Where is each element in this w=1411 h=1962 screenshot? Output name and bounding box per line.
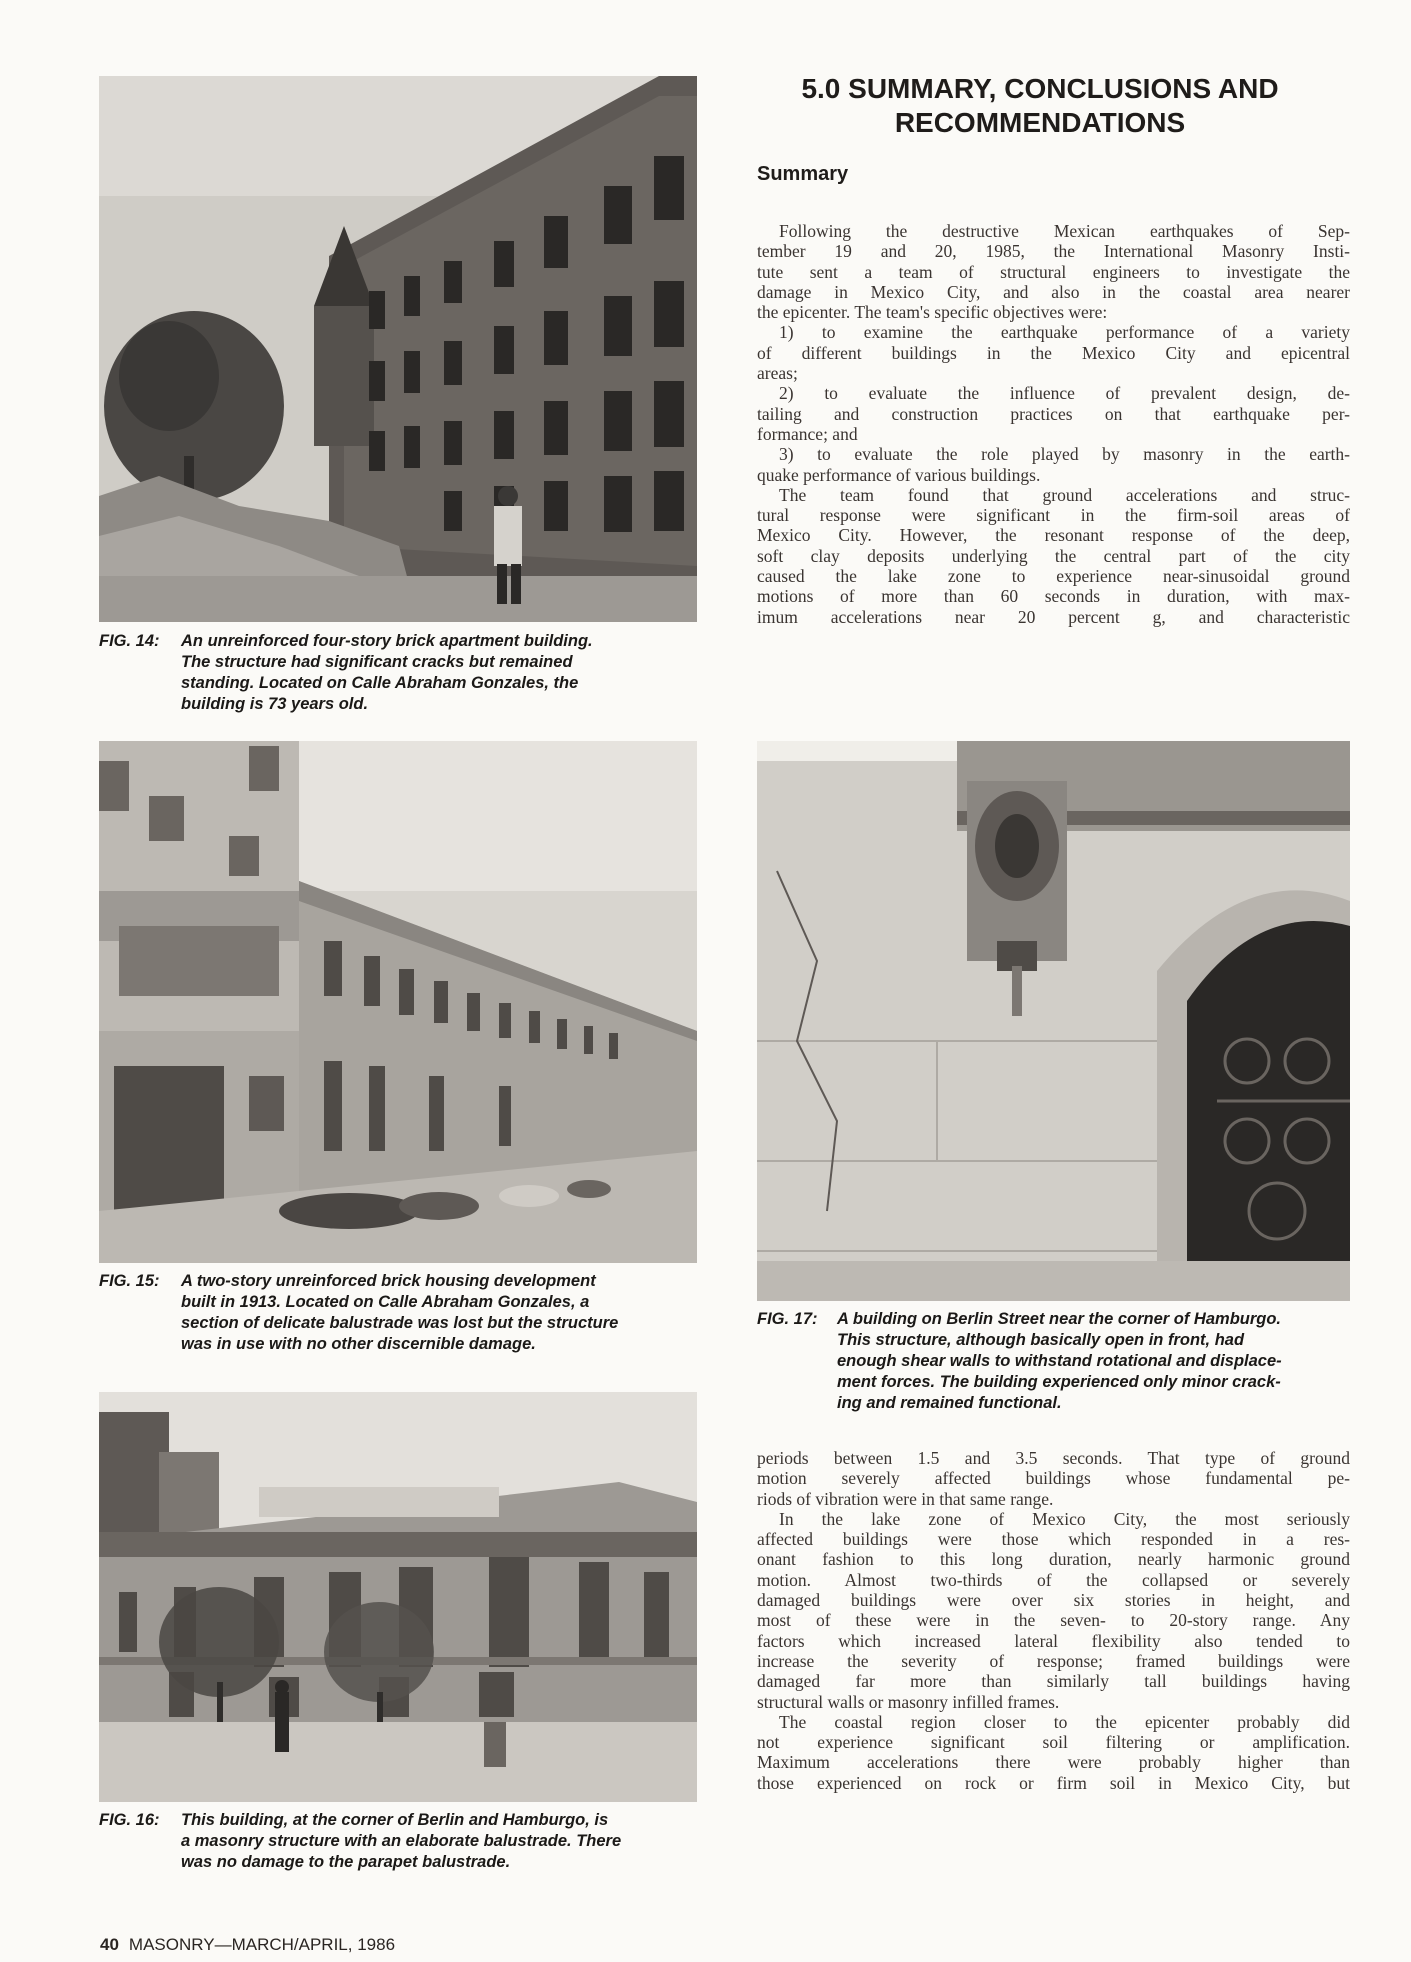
- fig15-line: was in use with no other discernible damage.: [181, 1335, 536, 1353]
- text-line: 3) to evaluate the role played by masonry in the earth-: [779, 444, 1350, 465]
- fig17-photo: [757, 741, 1350, 1301]
- fig14-line: An unreinforced four-story brick apartment building.: [181, 632, 593, 650]
- text-line: tember 19 and 20, 1985, the International Masonry Insti-: [757, 241, 1350, 262]
- text-line: affected buildings were those which responded in a res-: [757, 1529, 1350, 1550]
- fig14-line: building is 73 years old.: [181, 695, 369, 713]
- text-line: factors which increased lateral flexibility also tended to: [757, 1630, 1350, 1651]
- section-heading-line: 5.0 SUMMARY, CONCLUSIONS AND: [801, 73, 1279, 104]
- text-line: areas;: [757, 363, 798, 384]
- section-heading-line: RECOMMENDATIONS: [894, 107, 1186, 138]
- text-line: imum accelerations near 20 percent g, and characteristic: [757, 606, 1350, 627]
- summary-text-top: [757, 221, 1350, 627]
- text-line: In the lake zone of Mexico City, the most seriously: [779, 1508, 1350, 1529]
- text-line: the epicenter. The team's specific objectives were:: [757, 302, 1108, 323]
- text-line: 1) to examine the earthquake performance of a variety: [779, 322, 1350, 343]
- fig16-line: a masonry structure with an elaborate balustrade. There: [181, 1832, 622, 1850]
- fig17-line: This structure, although basically open in front, had: [837, 1331, 1245, 1349]
- text-line: The team found that ground accelerations and struc-: [779, 484, 1350, 505]
- fig15-caption: [99, 1271, 699, 1355]
- text-line: tailing and construction practices on that earthquake per-: [757, 403, 1350, 424]
- text-line: caused the lake zone to experience near-sinusoidal ground: [757, 566, 1350, 587]
- text-line: tural response were significant in the firm-soil areas of: [757, 505, 1350, 526]
- summary-subheading: Summary: [757, 163, 849, 185]
- text-line: damage in Mexico City, and also in the coastal area nearer: [757, 281, 1350, 302]
- text-line: motions of more than 60 seconds in duration, with max-: [757, 586, 1350, 607]
- fig14-caption: [99, 631, 699, 715]
- text-line: formance; and: [757, 423, 858, 444]
- text-line: most of these were in the seven- to 20-story range. Any: [757, 1610, 1350, 1631]
- page-number: 40: [100, 1935, 119, 1954]
- fig15-line: A two-story unreinforced brick housing development: [181, 1272, 596, 1290]
- page-footer: [100, 1935, 395, 1955]
- fig14-line: standing. Located on Calle Abraham Gonzales, the: [181, 674, 579, 692]
- text-line: Mexico City. However, the resonant response of the deep,: [757, 525, 1350, 546]
- text-line: of different buildings in the Mexico City and epicentral: [757, 342, 1350, 363]
- text-line: Maximum accelerations there were probably higher than: [757, 1752, 1350, 1773]
- text-line: soft clay deposits underlying the central part of the city: [757, 545, 1350, 566]
- fig15-line: section of delicate balustrade was lost but the structure: [181, 1314, 619, 1332]
- fig17-line: A building on Berlin Street near the corner of Hamburgo.: [837, 1310, 1282, 1328]
- text-line: motion. Almost two-thirds of the collapsed or severely: [757, 1569, 1350, 1590]
- text-line: those experienced on rock or firm soil in Mexico City, but: [757, 1772, 1350, 1793]
- text-line: damaged buildings were over six stories in height, and: [757, 1590, 1350, 1611]
- fig17-line: enough shear walls to withstand rotational and displace-: [837, 1352, 1282, 1370]
- text-line: 2) to evaluate the influence of prevalent design, de-: [779, 383, 1350, 404]
- text-line: not experience significant soil filtering or amplification.: [757, 1732, 1350, 1753]
- fig14-label: FIG. 14:: [99, 632, 160, 650]
- fig15-line: built in 1913. Located on Calle Abraham Gonzales, a: [181, 1293, 590, 1311]
- fig14-line: The structure had significant cracks but remained: [181, 653, 573, 671]
- fig16-photo: [99, 1392, 697, 1802]
- fig16-caption: [99, 1810, 699, 1873]
- fig17-line: ing and remained functional.: [837, 1394, 1062, 1412]
- fig17-line: ment forces. The building experienced only minor crack-: [837, 1373, 1281, 1391]
- text-line: structural walls or masonry infilled frames.: [757, 1691, 1060, 1712]
- fig15-label: FIG. 15:: [99, 1272, 160, 1290]
- fig16-label: FIG. 16:: [99, 1811, 160, 1829]
- fig16-line: was no damage to the parapet balustrade.: [181, 1853, 511, 1871]
- text-line: periods between 1.5 and 3.5 seconds. That type of ground: [757, 1448, 1350, 1468]
- fig15-photo: [99, 741, 697, 1263]
- summary-text-bottom: [757, 1448, 1350, 1793]
- publication-info: MASONRY—MARCH/APRIL, 1986: [128, 1935, 396, 1954]
- text-line: increase the severity of response; framed buildings were: [757, 1650, 1350, 1671]
- fig16-line: This building, at the corner of Berlin and Hamburgo, is: [181, 1811, 609, 1829]
- text-line: riods of vibration were in that same range.: [757, 1488, 1054, 1509]
- text-line: damaged far more than similarly tall buildings having: [757, 1671, 1350, 1692]
- text-line: Following the destructive Mexican earthquakes of Sep-: [779, 221, 1350, 241]
- fig17-label: FIG. 17:: [757, 1310, 818, 1328]
- text-line: tute sent a team of structural engineers to investigate the: [757, 261, 1350, 282]
- text-line: quake performance of various buildings.: [757, 464, 1041, 485]
- section-heading: [760, 72, 1320, 140]
- text-line: The coastal region closer to the epicenter probably did: [779, 1711, 1350, 1732]
- fig14-photo: [99, 76, 697, 622]
- text-line: motion severely affected buildings whose fundamental pe-: [757, 1468, 1350, 1489]
- text-line: onant fashion to this long duration, nearly harmonic ground: [757, 1549, 1350, 1570]
- fig17-caption: [757, 1309, 1357, 1414]
